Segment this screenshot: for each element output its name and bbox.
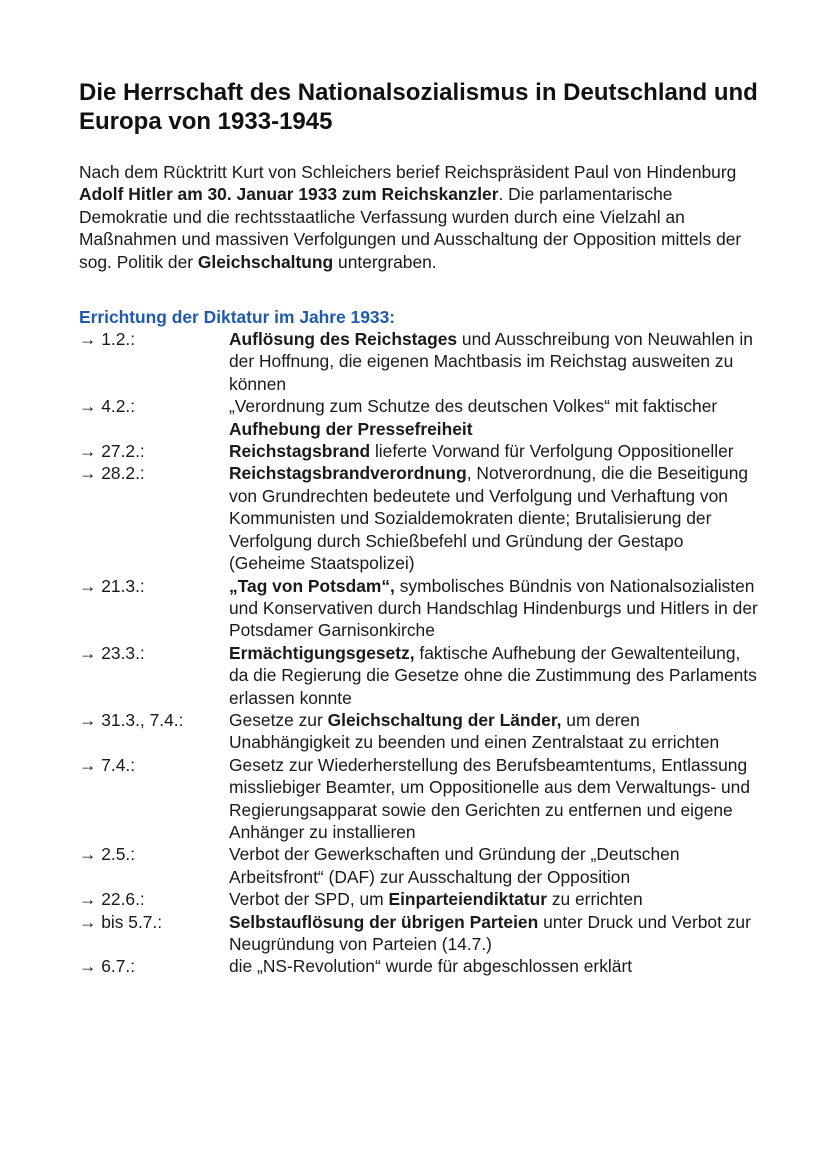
intro-bold-1: Adolf Hitler am 30. Januar 1933 zum Reichskanzler [79, 184, 499, 205]
entry-text: „Verordnung zum Schutze des deutschen Volkes“ mit faktischer [229, 396, 718, 417]
entry-bold: Reichstagsbrandverordnung [229, 463, 467, 484]
entry-text: , Notverordnung, die die Beseitigung von Grundrechten bedeutete und Verfolgung und Verhaftung von Kommunisten und Sozialdemokraten diente; Brutalisierung der Verfolgung durch Schießbefehl und Gründung der Gestapo (Geheime Staatspolizei) [229, 463, 749, 574]
entry-text: Verbot der SPD, um [229, 889, 389, 910]
timeline-entry [79, 888, 759, 910]
timeline-list [79, 328, 759, 978]
entry-date: → 6.7.: [79, 956, 136, 977]
timeline-entry [79, 328, 759, 395]
entry-text: lieferte Vorwand für Verfolgung Oppositioneller [370, 441, 734, 462]
entry-date: → 1.2.: [79, 329, 136, 350]
entry-text: unter Druck und Verbot zur Neugründung von Parteien (14.7.) [229, 911, 751, 954]
entry-bold: Gleichschaltung der Länder, [327, 709, 562, 730]
entry-date: → 28.2.: [79, 463, 145, 484]
entry-text: Verbot der Gewerkschaften und Gründung der „Deutschen Arbeitsfront“ (DAF) zur Ausschaltung der Opposition [229, 844, 680, 887]
entry-description [229, 642, 759, 709]
entry-description [229, 754, 759, 844]
intro-text-1: Nach dem Rücktritt Kurt von Schleichers berief Reichspräsident Paul von Hindenburg [79, 162, 737, 182]
timeline-entry [79, 462, 759, 574]
entry-date: → 31.3., 7.4.: [79, 709, 184, 730]
entry-date: → 21.3.: [79, 575, 145, 596]
entry-text: um deren Unabhängigkeit zu beenden und einen Zentralstaat zu errichten [229, 709, 720, 753]
entry-bold: Einparteiendiktatur [388, 889, 547, 910]
entry-bold: „Tag von Potsdam“, [229, 575, 395, 596]
entry-description [229, 462, 759, 574]
page-title: Die Herrschaft des Nationalsozialismus in Deutschland und Europa von 1933-1945 [79, 79, 758, 135]
entry-description [229, 328, 759, 395]
timeline-entry [79, 955, 759, 977]
entry-description [229, 709, 759, 754]
entry-text: die „NS-Revolution“ wurde für abgeschlossen erklärt [229, 956, 633, 977]
entry-bold: Aufhebung der Pressefreiheit [229, 418, 473, 439]
intro-bold-2: Gleichschaltung [197, 251, 334, 272]
timeline-entry [79, 754, 759, 844]
entry-date: → 7.4.: [79, 754, 136, 775]
entry-date: → 2.5.: [79, 844, 136, 865]
entry-description [229, 843, 759, 888]
entry-bold: Auflösung des Reichstages [229, 329, 458, 350]
intro-paragraph [79, 161, 759, 273]
entry-description [229, 888, 759, 910]
timeline-entry [79, 395, 759, 440]
timeline-entry [79, 642, 759, 709]
entry-description [229, 911, 759, 956]
timeline-entry [79, 709, 759, 754]
entry-text: und Ausschreibung von Neuwahlen in der Hoffnung, die eigenen Machtbasis im Reichstag ausweiten zu können [229, 329, 753, 394]
entry-text: faktische Aufhebung der Gewaltenteilung, da die Regierung die Gesetze ohne die Zustimmung des Parlaments erlassen konnte [229, 642, 757, 708]
entry-date: → bis 5.7.: [79, 911, 163, 932]
entry-date: → 27.2.: [79, 441, 145, 462]
document-page [79, 78, 759, 978]
intro-text-2: . Die parlamentarische Demokratie und die rechtsstaatliche Verfassung wurden durch eine Vielzahl an Maßnahmen und massiven Verfolgungen und Ausschaltung der Opposition mittels der sog. Politik der [79, 184, 742, 272]
entry-date: → 4.2.: [79, 396, 136, 417]
timeline-entry [79, 843, 759, 888]
entry-description [229, 955, 759, 977]
entry-text: Gesetze zur [229, 709, 328, 730]
entry-date: → 22.6.: [79, 889, 145, 910]
entry-bold: Ermächtigungsgesetz, [229, 642, 415, 663]
intro-text-3: untergraben. [333, 251, 437, 272]
timeline-entry [79, 575, 759, 642]
entry-bold: Selbstauflösung der übrigen Parteien [229, 911, 539, 932]
entry-date: → 23.3.: [79, 642, 145, 663]
entry-description [229, 440, 759, 462]
section-heading: Errichtung der Diktatur im Jahre 1933: [79, 307, 396, 328]
entry-text: Gesetz zur Wiederherstellung des Berufsbeamtentums, Entlassung missliebiger Beamter, um Oppositionelle aus dem Verwaltungs- und Regierungsapparat sowie den Gerichten zu entfernen und eigene Anhänger zu installieren [229, 754, 751, 842]
entry-text: zu errichten [546, 889, 643, 910]
entry-description [229, 395, 759, 440]
timeline-entry [79, 911, 759, 956]
timeline-entry [79, 440, 759, 462]
entry-bold: Reichstagsbrand [229, 441, 371, 462]
entry-text: symbolisches Bündnis von Nationalsozialisten und Konservativen durch Handschlag Hindenburgs und Hitlers in der Potsdamer Garnisonkirche [229, 575, 758, 641]
entry-description [229, 575, 759, 642]
